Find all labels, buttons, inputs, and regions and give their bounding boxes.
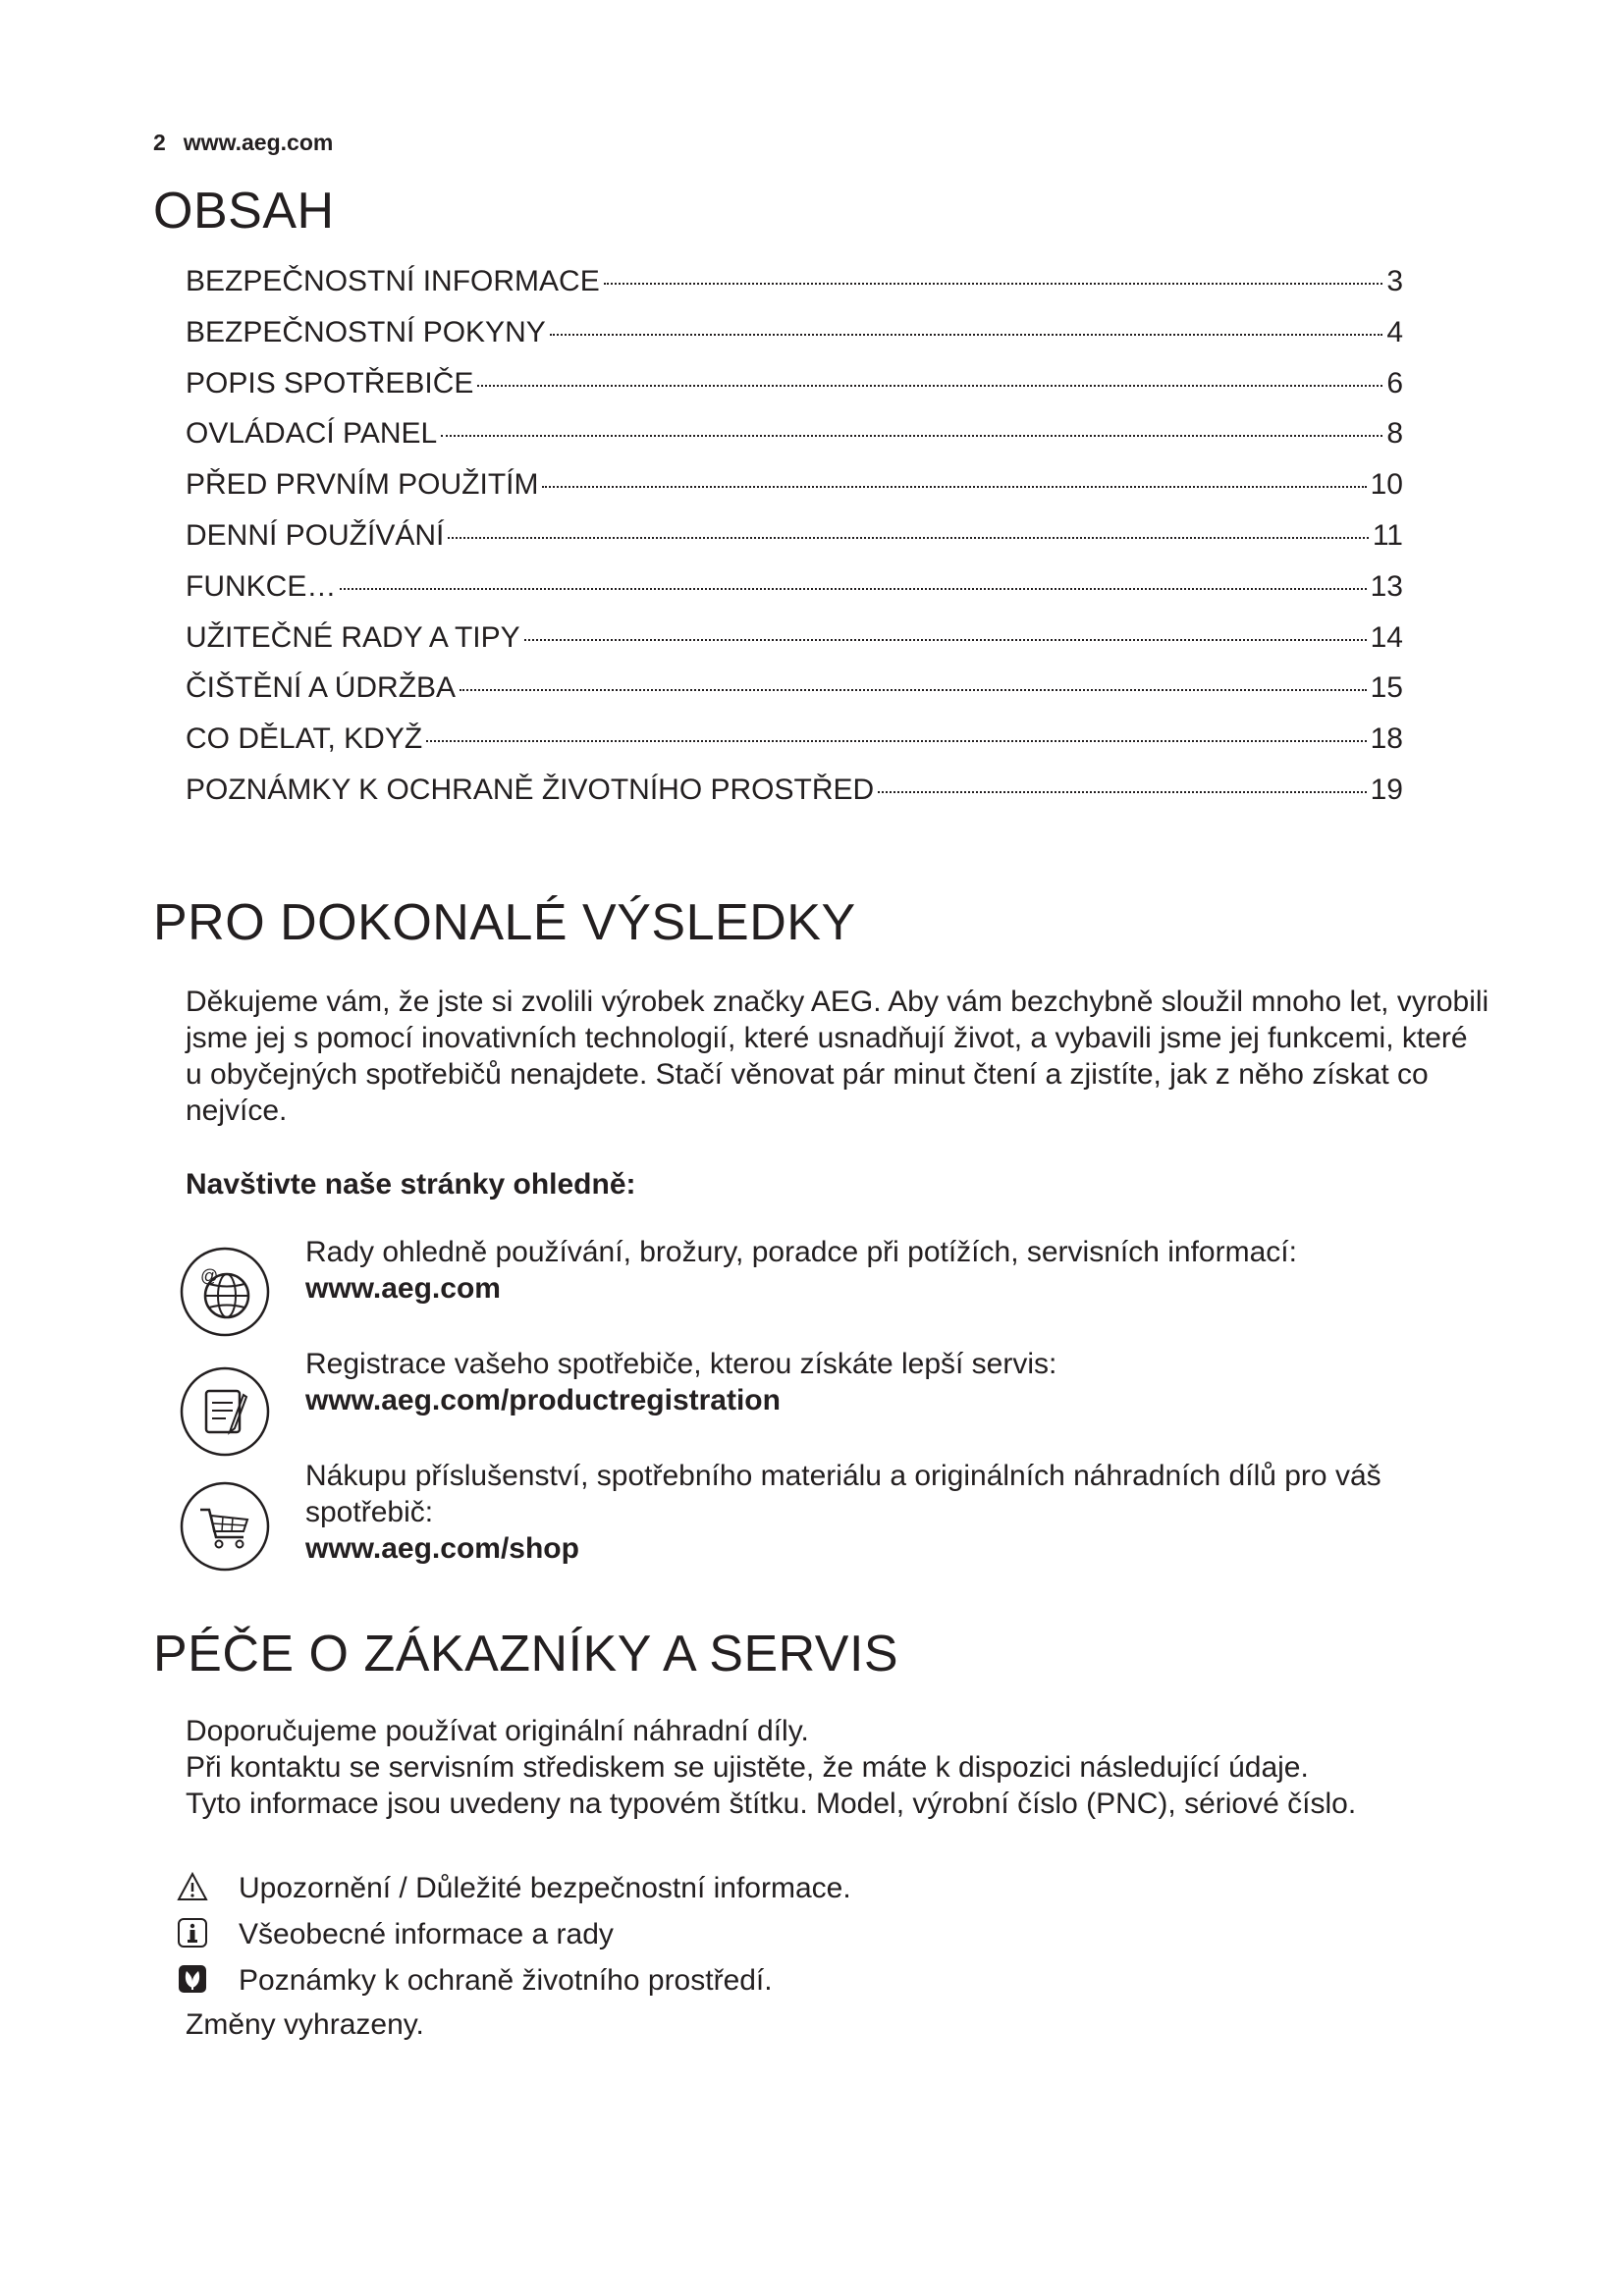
globe-at-icon (179, 1246, 271, 1338)
toc-entry-page: 18 (1370, 722, 1403, 756)
toc-entry-page: 14 (1370, 620, 1403, 654)
toc-entry[interactable] (186, 316, 1403, 367)
intro-paragraph: Děkujeme vám, že jste si zvolili výrobek značky AEG. Aby vám bezchybně sloužil mnoho let, vyrobili jsme jej s pomocí inovativních technologií, které usnadňují život, a vybavili jsme jej funkcemi, které u obyčejných spotřebičů nenajdete. Stačí věnovat pár minut čtení a zjistíte, jak z něho získat co nejvíce. (186, 986, 1489, 1127)
toc-entry[interactable] (186, 671, 1403, 722)
environment-leaf-icon (177, 1963, 208, 1995)
registration-document-icon (179, 1365, 271, 1458)
toc-entry-label: BEZPEČNOSTNÍ POKYNY (186, 315, 546, 348)
shopping-cart-icon (179, 1480, 271, 1573)
link-description: Nákupu příslušenství, spotřebního materiálu a originálních náhradních dílů pro váš spotřebič: (305, 1460, 1381, 1528)
toc-entry[interactable] (186, 265, 1403, 316)
legend-label: Všeobecné informace a rady (239, 1918, 614, 1950)
toc-entry-label: BEZPEČNOSTNÍ INFORMACE (186, 265, 600, 297)
toc-leader-dots (441, 435, 1382, 437)
toc-entry[interactable] (186, 621, 1403, 672)
link-text-support (305, 1234, 1513, 1307)
toc-entry-page: 15 (1370, 671, 1403, 705)
toc-entry-page: 11 (1372, 518, 1403, 552)
toc-entry-label: OVLÁDACÍ PANEL (186, 417, 438, 451)
toc-entry-page: 8 (1386, 417, 1403, 451)
toc-entry-page: 3 (1386, 265, 1403, 297)
toc-leader-dots (460, 689, 1367, 691)
toc-entry[interactable] (186, 519, 1403, 570)
toc-entry[interactable] (186, 417, 1403, 468)
link-text-registration (305, 1346, 1513, 1418)
toc-entry-label: DENNÍ POUŽÍVÁNÍ (186, 518, 445, 552)
toc-entry-page: 4 (1386, 315, 1403, 348)
toc-entry-label: POPIS SPOTŘEBIČE (186, 366, 474, 400)
care-line: Doporučujeme používat originální náhradní díly. (186, 1715, 809, 1747)
legend-label: Upozornění / Důležité bezpečnostní informace. (239, 1872, 851, 1904)
changes-reserved-note: Změny vyhrazeny. (186, 2008, 424, 2041)
page-number: 2 (153, 130, 166, 155)
toc-entry[interactable] (186, 468, 1403, 519)
toc-entry[interactable] (186, 570, 1403, 621)
warning-triangle-icon (177, 1871, 208, 1902)
toc-leader-dots (604, 283, 1383, 285)
link-description: Registrace vašeho spotřebiče, kterou získáte lepší servis: (305, 1348, 1057, 1380)
toc-title: OBSAH (153, 183, 335, 240)
toc-entry[interactable] (186, 367, 1403, 418)
toc-entry-page: 6 (1386, 366, 1403, 400)
toc-entry-label: UŽITEČNÉ RADY A TIPY (186, 620, 520, 654)
toc-leader-dots (426, 740, 1366, 742)
legend-label: Poznámky k ochraně životního prostředí. (239, 1964, 773, 1997)
toc-entry-label: CO DĚLAT, KDYŽ (186, 722, 423, 756)
toc-leader-dots (550, 334, 1383, 336)
link-url-support[interactable]: www.aeg.com (305, 1272, 501, 1305)
care-line: Při kontaktu se servisním střediskem se ujistěte, že máte k dispozici následující údaje. (186, 1751, 1309, 1784)
page-header (153, 130, 333, 156)
toc-entry[interactable] (186, 774, 1403, 825)
info-icon (177, 1917, 208, 1949)
care-paragraph (186, 1713, 1491, 1822)
toc-entry-page: 10 (1370, 468, 1403, 502)
toc-entry-page: 13 (1370, 569, 1403, 603)
results-section-title: PRO DOKONALÉ VÝSLEDKY (153, 894, 856, 951)
table-of-contents (186, 265, 1403, 825)
toc-entry-label: POZNÁMKY K OCHRANĚ ŽIVOTNÍHO PROSTŘED (186, 773, 875, 806)
toc-entry[interactable] (186, 722, 1403, 774)
toc-leader-dots (524, 639, 1367, 641)
toc-entry-label: PŘED PRVNÍM POUŽITÍM (186, 468, 539, 502)
toc-leader-dots (542, 486, 1366, 488)
toc-leader-dots (878, 791, 1366, 793)
svg-text:@: @ (200, 1266, 219, 1286)
toc-leader-dots (448, 537, 1368, 539)
toc-entry-label: ČIŠTĚNÍ A ÚDRŽBA (186, 671, 457, 705)
link-description: Rady ohledně používání, brožury, poradce při potížích, servisních informací: (305, 1236, 1297, 1268)
toc-leader-dots (477, 385, 1382, 387)
toc-leader-dots (340, 588, 1366, 590)
header-website[interactable]: www.aeg.com (183, 130, 334, 155)
toc-entry-label: FUNKCE… (186, 569, 337, 603)
care-line: Tyto informace jsou uvedeny na typovém štítku. Model, výrobní číslo (PNC), sériové číslo. (186, 1788, 1357, 1820)
care-section-title: PÉČE O ZÁKAZNÍKY A SERVIS (153, 1626, 899, 1682)
link-url-registration[interactable]: www.aeg.com/productregistration (305, 1384, 781, 1416)
toc-entry-page: 19 (1370, 773, 1403, 806)
link-text-shop (305, 1458, 1513, 1567)
visit-heading: Navštivte naše stránky ohledně: (186, 1168, 636, 1201)
link-url-shop[interactable]: www.aeg.com/shop (305, 1532, 579, 1565)
